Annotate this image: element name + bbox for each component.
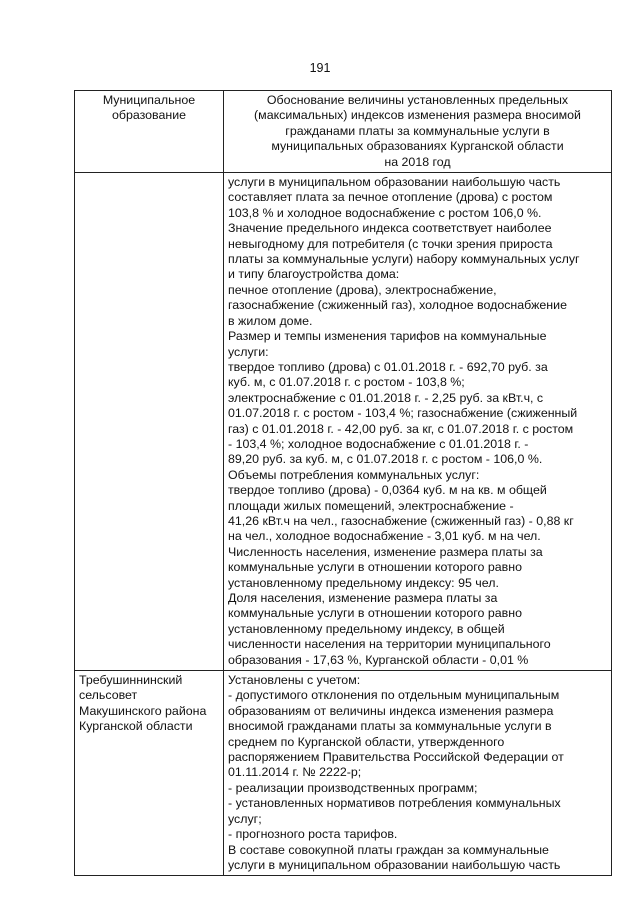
text-line: твердое топливо (дрова) - 0,0364 куб. м на кв. м общей <box>228 483 547 498</box>
header-municipality-line: образование <box>111 108 187 123</box>
table-header-row <box>75 91 612 173</box>
text-line: - реализации производственных программ; <box>228 780 478 795</box>
text-line: - установленных нормативов потребления коммунальных <box>228 796 561 811</box>
text-line: Объемы потребления коммунальных услуг: <box>228 467 480 482</box>
text-line: установленному предельному индексу: 95 чел. <box>228 575 499 590</box>
header-municipality-cell <box>75 91 224 173</box>
header-justification-cell <box>224 91 612 173</box>
text-line: Установлены с учетом: <box>228 673 361 688</box>
header-justification-line: Обоснование величины установленных предельных <box>266 93 569 107</box>
text-line: коммунальные услуги в отношении которого равно <box>228 560 522 575</box>
text-line: численности населения на территории муниципального <box>228 637 551 652</box>
municipality-name-line: Курганской области <box>79 719 193 734</box>
text-line: В составе совокупной платы граждан за коммунальные <box>228 842 549 857</box>
text-line: печное отопление (дрова), электроснабжение, <box>228 282 497 297</box>
text-line: платы за коммунальные услуги) набору коммунальных услуг <box>228 252 580 267</box>
text-line: составляет плата за печное отопление (дрова) с ростом <box>228 190 553 205</box>
municipality-name-line: Требушиннинский <box>79 673 183 688</box>
text-line: невыгодному для потребителя (с точки зрения прироста <box>228 236 553 251</box>
text-line: Размер и темпы изменения тарифов на коммунальные <box>228 329 547 344</box>
text-line: образованиям от величины индекса изменения размера <box>228 703 554 718</box>
header-justification-line: муниципальных образованиях Курганской области <box>271 139 564 154</box>
text-line: услуги: <box>228 344 269 359</box>
header-municipality-line: Муниципальное <box>102 93 196 107</box>
text-line: твердое топливо (дрова) с 01.01.2018 г. - 692,70 руб. за <box>228 359 548 374</box>
text-line: электроснабжение с 01.01.2018 г. - 2,25 руб. за кВт.ч, с <box>228 390 544 405</box>
text-line: 103,8 % и холодное водоснабжение с ростом 106,0 %. <box>228 205 542 220</box>
text-line: - 103,4 %; холодное водоснабжение с 01.01.2018 г. - <box>228 436 529 451</box>
text-line: среднем по Курганской области, утвержденного <box>228 734 505 749</box>
text-line: газоснабжение (сжиженный газ), холодное водоснабжение <box>228 298 567 313</box>
text-line: Доля населения, изменение размера платы за <box>228 591 498 605</box>
text-line: услуги в муниципальном образовании наибольшую часть <box>228 857 561 872</box>
page-number: 191 <box>309 61 331 75</box>
municipality-name-line: сельсовет <box>79 688 138 703</box>
table-row <box>75 173 612 671</box>
text-line: - допустимого отклонения по отдельным муниципальным <box>228 688 560 703</box>
text-line: - прогнозного роста тарифов. <box>228 827 398 842</box>
text-line: установленному предельному индексу, в общей <box>228 621 505 636</box>
text-line: распоряжением Правительства Российской Федерации от <box>228 750 564 765</box>
text-line: газ) с 01.01.2018 г. - 42,00 руб. за кг, с 01.07.2018 г. с ростом <box>228 421 574 436</box>
header-justification-line: гражданами платы за коммунальные услуги в <box>285 123 550 138</box>
municipality-cell <box>75 173 224 671</box>
text-line: площади жилых помещений, электроснабжение - <box>228 498 514 513</box>
text-line: 41,26 кВт.ч на чел., газоснабжение (сжиженный газ) - 0,88 кг <box>228 513 574 528</box>
text-line: на чел., холодное водоснабжение - 3,01 куб. м на чел. <box>228 529 541 544</box>
text-line: 01.07.2018 г. с ростом - 103,4 %; газоснабжение (сжиженный <box>228 406 578 421</box>
text-line: куб. м, с 01.07.2018 г. с ростом - 103,8 %; <box>228 375 465 390</box>
text-line: 89,20 руб. за куб. м, с 01.07.2018 г. с ростом - 106,0 %. <box>228 452 543 467</box>
text-line: коммунальные услуги в отношении которого равно <box>228 606 522 621</box>
text-line: Значение предельного индекса соответствует наиболее <box>228 221 552 236</box>
text-line: Численность населения, изменение размера платы за <box>228 544 543 559</box>
municipality-name-line: Макушинского района <box>79 703 207 718</box>
justification-cell <box>224 173 612 671</box>
text-line: и типу благоустройства дома: <box>228 267 400 282</box>
text-line: вносимой гражданами платы за коммунальные услуги в <box>228 719 552 734</box>
justification-cell <box>224 671 612 876</box>
tariff-index-table <box>74 90 612 876</box>
municipality-cell <box>75 671 224 876</box>
header-justification-line: на 2018 год <box>384 154 451 169</box>
text-line: 01.11.2014 г. № 2222-р; <box>228 765 362 780</box>
text-line: в жилом доме. <box>228 313 313 328</box>
table-row <box>75 671 612 876</box>
text-line: услуг; <box>228 811 262 826</box>
text-line: услуги в муниципальном образовании наибольшую часть <box>228 175 561 190</box>
text-line: образования - 17,63 %, Курганской области - 0,01 % <box>228 652 529 667</box>
header-justification-line: (максимальных) индексов изменения размера вносимой <box>254 108 581 123</box>
